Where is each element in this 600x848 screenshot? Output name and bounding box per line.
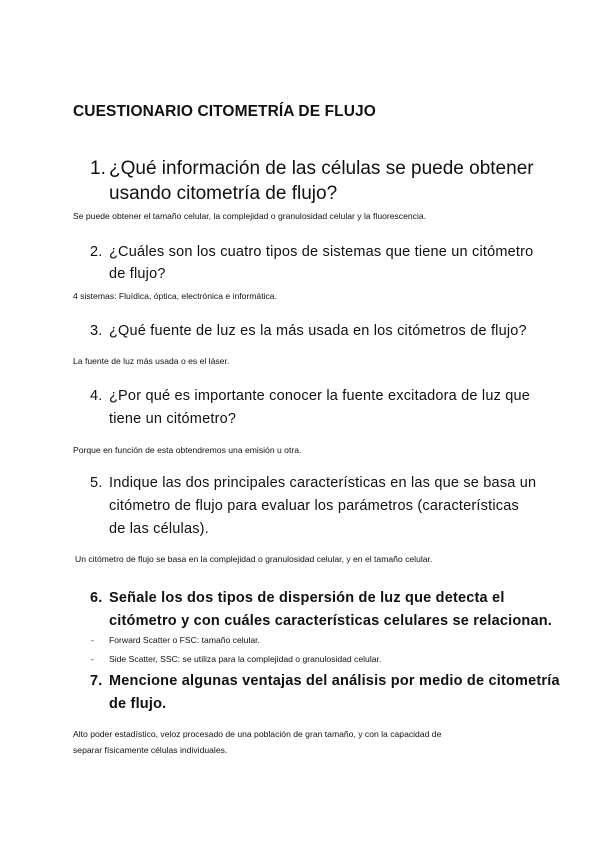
question-text-line: ¿Qué fuente de luz es la más usada en los citómetros de flujo?: [109, 323, 527, 339]
question-text-line: ¿Por qué es importante conocer la fuente excitadora de luz que: [109, 388, 531, 404]
question-number: 4.: [90, 388, 103, 404]
bullet-item: Side Scatter, SSC: se utiliza para la complejidad o granulosidad celular.: [109, 654, 382, 664]
question-number: 3.: [90, 323, 103, 339]
question-text-line: ¿Cuáles son los cuatro tipos de sistemas que tiene un citómetro: [109, 244, 534, 260]
question-text-line: de las células).: [109, 521, 209, 537]
question-text-line: ¿Qué información de las células se puede obtener: [109, 158, 534, 179]
answer-text: Un citómetro de flujo se basa en la complejidad o granulosidad celular, y en el tamaño celular.: [75, 554, 433, 564]
answer-text: separar físicamente células individuales.: [73, 745, 228, 755]
answer-text: La fuente de luz más usada o es el láser.: [73, 356, 230, 366]
question-text-line: usando citometría de flujo?: [109, 183, 338, 204]
answer-text: Alto poder estadístico, veloz procesado de una población de gran tamaño, y con la capacidad de: [73, 729, 442, 739]
answer-text: Porque en función de esta obtendremos una emisión u otra.: [73, 445, 302, 455]
question-number: 1.: [90, 158, 106, 179]
question-text-line: Indique las dos principales características en las que se basa un: [109, 475, 537, 491]
question-text-line: Señale los dos tipos de dispersión de luz que detecta el: [109, 590, 505, 606]
question-text-line: de flujo.: [109, 696, 167, 712]
question-number: 7.: [90, 673, 103, 689]
question-text-line: Mencione algunas ventajas del análisis por medio de citometría: [109, 673, 560, 689]
question-number: 5.: [90, 475, 103, 491]
question-text-line: citómetro de flujo para evaluar los parámetros (características: [109, 498, 519, 514]
question-number: 2.: [90, 244, 103, 260]
question-text-line: citómetro y con cuáles características celulares se relacionan.: [109, 613, 552, 629]
answer-text: Se puede obtener el tamaño celular, la complejidad o granulosidad celular y la fluorescencia.: [73, 211, 427, 221]
bullet-marker: -: [91, 635, 94, 645]
question-number: 6.: [90, 590, 103, 606]
question-text-line: tiene un citómetro?: [109, 411, 237, 427]
answer-text: 4 sistemas: Fluídica, óptica, electrónica e informática.: [73, 291, 277, 301]
bullet-marker: -: [91, 654, 94, 664]
question-text-line: de flujo?: [109, 266, 166, 282]
page-title: CUESTIONARIO CITOMETRÍA DE FLUJO: [73, 103, 376, 120]
bullet-item: Forward Scatter o FSC: tamaño celular.: [109, 635, 260, 645]
